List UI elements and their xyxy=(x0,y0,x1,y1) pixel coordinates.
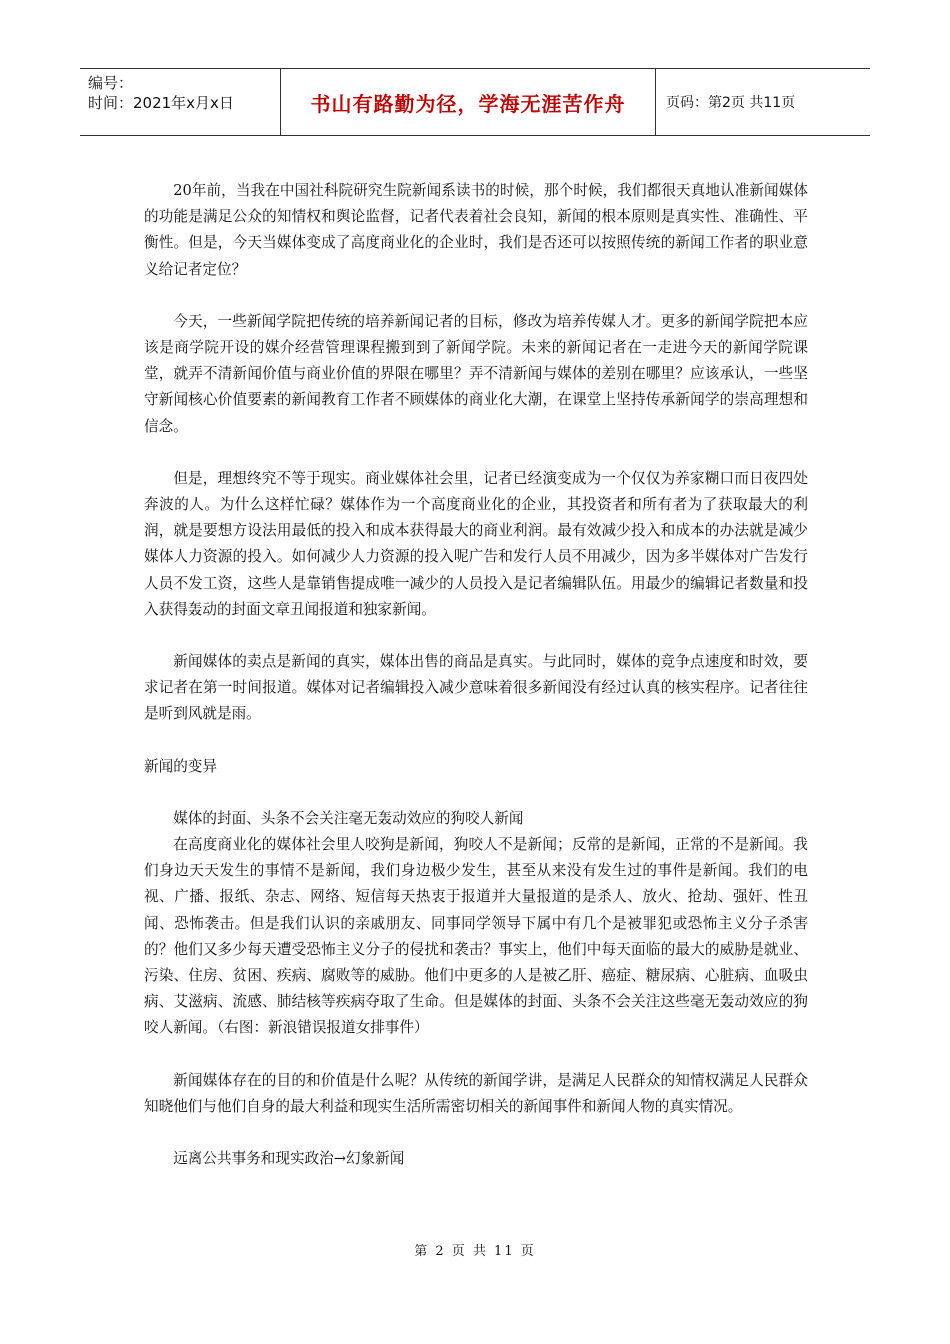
page-footer: 第 2 页 共 11 页 xyxy=(414,1244,536,1259)
document-number-label: 编号： xyxy=(88,74,134,92)
body-paragraph: 新闻媒体的卖点是新闻的真实，媒体出售的商品是真实。与此同时，媒体的竞争点速度和时效，要求记者在第一时间报道。媒体对记者编辑投入减少意味着很多新闻没有经过认真的核实程序。记者往往是听到风就是雨。 xyxy=(144,653,808,723)
document-time-label: 时间：2021年x月x日 xyxy=(88,94,234,112)
body-paragraph: 新闻媒体存在的目的和价值是什么呢？从传统的新闻学讲，是满足人民群众的知情权满足人民群众知晓他们与他们自身的最大利益和现实生活所需密切相关的新闻事件和新闻人物的真实情况。 xyxy=(144,1071,808,1115)
body-paragraph: 20年前，当我在中国社科院研究生院新闻系读书的时候，那个时候，我们都很天真地认准新闻媒体的功能是满足公众的知情权和舆论监督，记者代表着社会良知，新闻的根本原则是真实性、准确性、平衡性。但是，今天当媒体变成了高度商业化的企业时，我们是否还可以按照传统的新闻工作者的职业意义给记者定位？ xyxy=(144,182,808,278)
header-meta xyxy=(80,69,280,135)
header-page-info: 页码：第2页 共11页 xyxy=(666,95,796,111)
page-header xyxy=(80,68,870,136)
body-paragraph: 在高度商业化的媒体社会里人咬狗是新闻，狗咬人不是新闻；反常的是新闻，正常的不是新闻。我们身边天天发生的事情不是新闻，我们身边极少发生，甚至从来没有发生过的事件是新闻。我们的电视、广播、报纸、杂志、网络、短信每天热衷于报道并大量报道的是杀人、放火、抢劫、强奸、性丑闻、恐怖袭击。但是我们认识的亲戚朋友、同事同学领导下属中有几个是被罪犯或恐怖主义分子杀害的？他们又多少每天遭受恐怖主义分子的侵扰和袭击？事实上，他们中每天面临的最大的威胁是就业、污染、住房、贫困、疾病、腐败等的威胁。他们中更多的人是被乙肝、癌症、糖尿病、心脏病、血吸虫病、艾滋病、流感、肺结核等疾病夺取了生命。但是媒体的封面、头条不会关注这些毫无轰动效应的狗咬人新闻。（右图：新浪错误报道女排事件） xyxy=(144,836,808,1037)
section-subheading: 媒体的封面、头条不会关注毫无轰动效应的狗咬人新闻 xyxy=(173,809,524,827)
section-heading: 新闻的变异 xyxy=(144,757,217,775)
body-paragraph: 今天，一些新闻学院把传统的培养新闻记者的目标，修改为培养传媒人才。更多的新闻学院把本应该是商学院开设的媒介经营管理课程搬到到了新闻学院。未来的新闻记者在一走进今天的新闻学院课堂，就弄不清新闻价值与商业价值的界限在哪里？弄不清新闻与媒体的差别在哪里？应该承认，一些坚守新闻核心价值要素的新闻教育工作者不顾媒体的商业化大潮，在课堂上坚持传承新闻学的崇高理想和信念。 xyxy=(144,312,808,435)
section-subheading: 远离公共事务和现实政治→幻象新闻 xyxy=(173,1150,405,1168)
document-body xyxy=(144,178,808,1172)
body-paragraph: 但是，理想终究不等于现实。商业媒体社会里，记者已经演变成为一个仅仅为养家糊口而日夜四处奔波的人。为什么这样忙碌？媒体作为一个高度商业化的企业，其投资者和所有者为了获取最大的利润，就是要想方设法用最低的投入和成本获得最大的商业利润。最有效减少投入和成本的办法就是减少媒体人力资源的投入。如何减少人力资源的投入呢广告和发行人员不用减少，因为多半媒体对广告发行人员不发工资，这些人是靠销售提成唯一减少的人员投入是记者编辑队伍。用最少的编辑记者数量和投入获得轰动的封面文章丑闻报道和独家新闻。 xyxy=(144,469,808,618)
header-motto: 书山有路勤为径，学海无涯苦作舟 xyxy=(280,69,656,135)
